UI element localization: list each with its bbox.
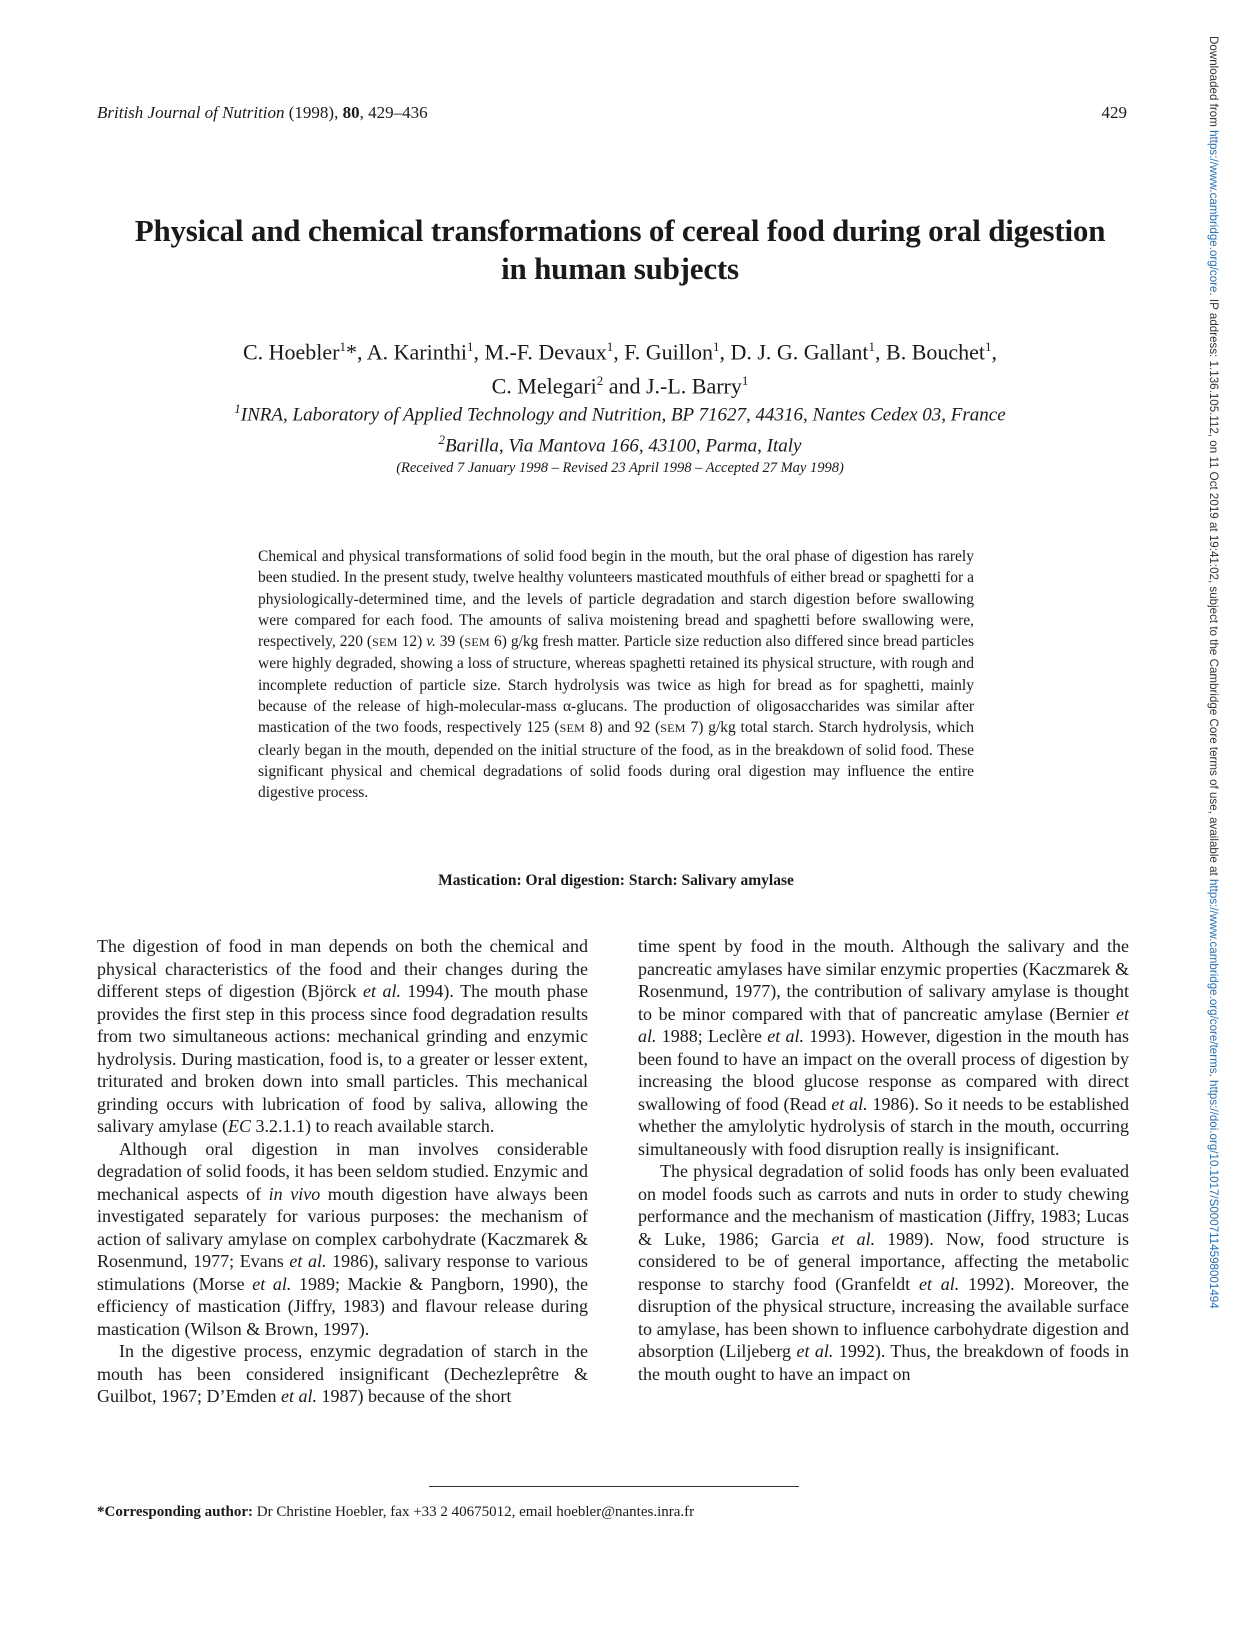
running-header xyxy=(97,103,1127,123)
journal-pages: , 429–436 xyxy=(359,103,428,122)
affiliation-text: Barilla, Via Mantova 166, 43100, Parma, Italy xyxy=(445,435,802,457)
sem-abbrev: SEM xyxy=(559,721,586,736)
body-paragraph xyxy=(97,935,588,1138)
author-name: D. J. G. Gallant xyxy=(730,339,869,365)
side-note-prefix: Downloaded from xyxy=(1207,36,1220,131)
received-dates: (Received 7 January 1998 – Revised 23 April 1998 – Accepted 27 May 1998) xyxy=(396,460,844,476)
body-text: 1993). However, digestion in the mouth has been found to have an impact on the overall process of digestion by increasing the blood glucose response as compared with direct swallowing of food (Read xyxy=(638,1026,1129,1114)
sem-abbrev: SEM xyxy=(372,635,398,650)
author-line-1: C. Hoebler$^1$*, A. Karinthi$^1$, M.-F. Devaux$^1$, F. Guillon$^1$, D. J. G. Gallant$^1$, B. Bouchet$^1$, xyxy=(242,339,998,365)
ec-label: EC xyxy=(227,1116,251,1136)
affiliation-marker: 2 xyxy=(596,373,604,389)
body-text: 1989; Mackie & Pangborn, 1990), the efficiency of mastication (Jiffry, 1983) and flavour release during mastication (Wilson & Brown, 1997). xyxy=(97,1273,588,1339)
side-note-separator: . xyxy=(1207,1073,1220,1081)
author-name: J.-L. Barry xyxy=(645,373,742,399)
page-number: 429 xyxy=(1101,103,1127,122)
et-al: et al. xyxy=(831,1228,876,1249)
body-text: 1988; Leclère xyxy=(656,1026,768,1046)
body-text: 1986), salivary response to various stimulations (Morse xyxy=(97,1251,588,1294)
side-note-middle: . IP address: 1.136.105.112, on 11 Oct 2019 at 19:41:02, subject to the Cambridge Core terms of use, available at xyxy=(1207,292,1220,879)
affiliation-number: 1 xyxy=(234,401,241,416)
body-text: mouth digestion have always been investigated separately for various purposes: the mechanism of action of salivary amylase on complex carbohydrate (Kaczmarek & Rosenmund, 1977; Evans xyxy=(97,1183,588,1271)
body-text: 1992). Moreover, the disruption of the physical structure, increasing the available surface to amylase, has been shown to influence carbohydrate digestion and absorption (Liljeberg xyxy=(638,1273,1129,1361)
body-column-right xyxy=(638,935,1129,1385)
affiliation-marker: 1 xyxy=(868,339,876,354)
body-text: 1994). The mouth phase provides the first step in this process since food degradation results from two simultaneous actions: mechanical grinding and enzymic hydrolysis. During mastication, food is, to a greater or lesser extent, triturated and broken down into small particles. This mechanical grinding occurs with lubrication of food by saliva, allowing the salivary amylase ( xyxy=(97,981,588,1136)
et-al: et al. xyxy=(280,1386,317,1406)
author-conjunction: and xyxy=(603,373,646,399)
author-name: A. Karinthi xyxy=(366,339,467,365)
in-vivo: in vivo xyxy=(268,1183,321,1204)
sem-abbrev: SEM xyxy=(464,635,490,650)
affiliation-marker: 1 xyxy=(606,339,614,354)
affiliation-marker: 1 xyxy=(985,339,992,354)
body-text: 1987) because of the short xyxy=(316,1386,512,1406)
cambridge-core-link[interactable]: https://www.cambridge.org/core xyxy=(1207,130,1220,293)
versus-abbrev: v. xyxy=(426,633,436,651)
abstract-text: 7) g/kg total starch. Starch hydrolysis, which clearly began in the mouth, depended on the initial structure of the food, as in the breakdown of solid food. These significant physical and chemical degradations of solid foods during oral digestion may influence the entire digestive process. xyxy=(258,719,975,802)
et-al: et al. xyxy=(831,1093,868,1114)
body-paragraph xyxy=(97,1138,588,1341)
affiliation-text: INRA, Laboratory of Applied Technology and Nutrition, BP 71627, 44316, Nantes Cedex 03, France xyxy=(240,404,1006,426)
affiliations xyxy=(90,396,1150,459)
abstract-text: 39 ( xyxy=(435,633,465,651)
body-text: The physical degradation of solid foods has only been evaluated on model foods such as carrots and nuts in order to study chewing performance and the mechanism of mastication (Jiffry, 1983; Lucas & Luke, 1986; Garcia xyxy=(638,1161,1129,1249)
abstract-text: 12) xyxy=(397,633,427,651)
body-text: 3.2.1.1) to reach available starch. xyxy=(250,1116,495,1136)
footnote-text: Dr Christine Hoebler, fax +33 2 40675012, email hoebler@nantes.inra.fr xyxy=(253,1504,695,1520)
affiliation-marker: 1 xyxy=(741,373,749,389)
et-al: et al. xyxy=(796,1341,834,1361)
et-al: et al. xyxy=(638,1003,1129,1046)
journal-name: British Journal of Nutrition xyxy=(97,103,285,122)
author-name: C. Melegari xyxy=(491,373,597,399)
body-column-left xyxy=(97,935,588,1408)
keywords: Mastication: Oral digestion: Starch: Salivary amylase xyxy=(438,872,794,889)
abstract-text: 8) and 92 ( xyxy=(585,719,661,737)
sem-abbrev: SEM xyxy=(660,721,686,736)
terms-link[interactable]: https://www.cambridge.org/core/terms xyxy=(1207,878,1220,1074)
side-note-text xyxy=(1207,36,1220,1309)
body-paragraph xyxy=(638,1160,1129,1385)
affiliation-1 xyxy=(90,396,1150,427)
author-name: C. Hoebler xyxy=(242,339,340,365)
et-al: et al. xyxy=(252,1273,292,1294)
journal-volume: 80 xyxy=(342,103,360,122)
corresponding-author-footnote xyxy=(97,1504,1127,1521)
title-line-1: Physical and chemical transformations of cereal food during oral digestion xyxy=(134,213,1106,248)
article-title xyxy=(90,212,1150,288)
body-text: 1986). So it needs to be established whether the amylolytic hydrolysis of starch in the mouth, occurring simultaneously with food disruption really is insignificant. xyxy=(638,1093,1130,1159)
body-paragraph xyxy=(97,1340,588,1408)
body-text: 1989). Now, food structure is considered to be of general importance, affecting the metabolic response to starchy food (Granfeldt xyxy=(638,1228,1130,1294)
author-name: B. Bouchet xyxy=(886,339,986,365)
body-text: time spent by food in the mouth. Although the salivary and the pancreatic amylases have similar enzymic properties (Kaczmarek & Rosenmund, 1977), the contribution of salivary amylase is thought to be minor compared with that of pancreatic amylase (Bernier xyxy=(638,936,1129,1024)
abstract xyxy=(258,546,974,804)
author-name: F. Guillon xyxy=(624,339,713,365)
et-al: et al. xyxy=(362,981,401,1001)
doi-link[interactable]: https://doi.org/10.1017/S0007114598001494 xyxy=(1207,1080,1220,1309)
author-name: M.-F. Devaux xyxy=(484,339,607,365)
corresponding-marker: *, xyxy=(345,339,367,365)
abstract-text: 6) g/kg fresh matter. Particle size reduction also differed since bread particles were highly degraded, showing a loss of structure, whereas spaghetti retained its physical structure, with rough and incomplete reduction of particle size. Starch hydrolysis was twice as high for bread as for spaghetti, mainly because of the release of high-molecular-mass α-glucans. The production of oligosaccharides was similar after mastication of the two foods, respectively 125 ( xyxy=(258,633,974,737)
et-al: et al. xyxy=(767,1026,804,1046)
affiliation-number: 2 xyxy=(438,432,446,448)
affiliation-marker: 1 xyxy=(466,339,474,354)
body-text: 1992). Thus, the breakdown of foods in the mouth ought to have an impact on xyxy=(638,1341,1129,1384)
download-side-note xyxy=(1202,36,1222,1486)
body-text: The digestion of food in man depends on both the chemical and physical characteristics of the food and their changes during the different steps of digestion (Björck xyxy=(97,936,588,1001)
author-list xyxy=(90,332,1150,401)
journal-year: (1998), xyxy=(288,103,339,122)
body-paragraph xyxy=(638,935,1129,1160)
title-line-2: in human subjects xyxy=(501,251,739,286)
affiliation-2 xyxy=(90,427,1150,458)
et-al: et al. xyxy=(919,1273,960,1294)
body-text: Although oral digestion in man involves considerable degradation of solid foods, it has been seldom studied. Enzymic and mechanical aspects of xyxy=(97,1138,588,1204)
footnote-divider xyxy=(429,1486,799,1487)
et-al: et al. xyxy=(289,1251,327,1271)
affiliation-marker: 1 xyxy=(712,339,720,354)
affiliation-marker: 1 xyxy=(339,339,346,354)
abstract-text: Chemical and physical transformations of solid food begin in the mouth, but the oral phase of digestion has rarely been studied. In the present study, twelve healthy volunteers masticated mouthfuls of either bread or spaghetti for a physiologically-determined time, and the levels of particle degradation and starch digestion before swallowing were compared for each food. The amounts of saliva moistening bread and spaghetti before swallowing were, respectively, 220 ( xyxy=(258,548,974,651)
body-text: In the digestive process, enzymic degradation of starch in the mouth has been considered insignificant (Dechezleprêtre & Guilbot, 1967; D’Emden xyxy=(97,1341,588,1406)
footnote-label: *Corresponding author: xyxy=(97,1504,253,1520)
